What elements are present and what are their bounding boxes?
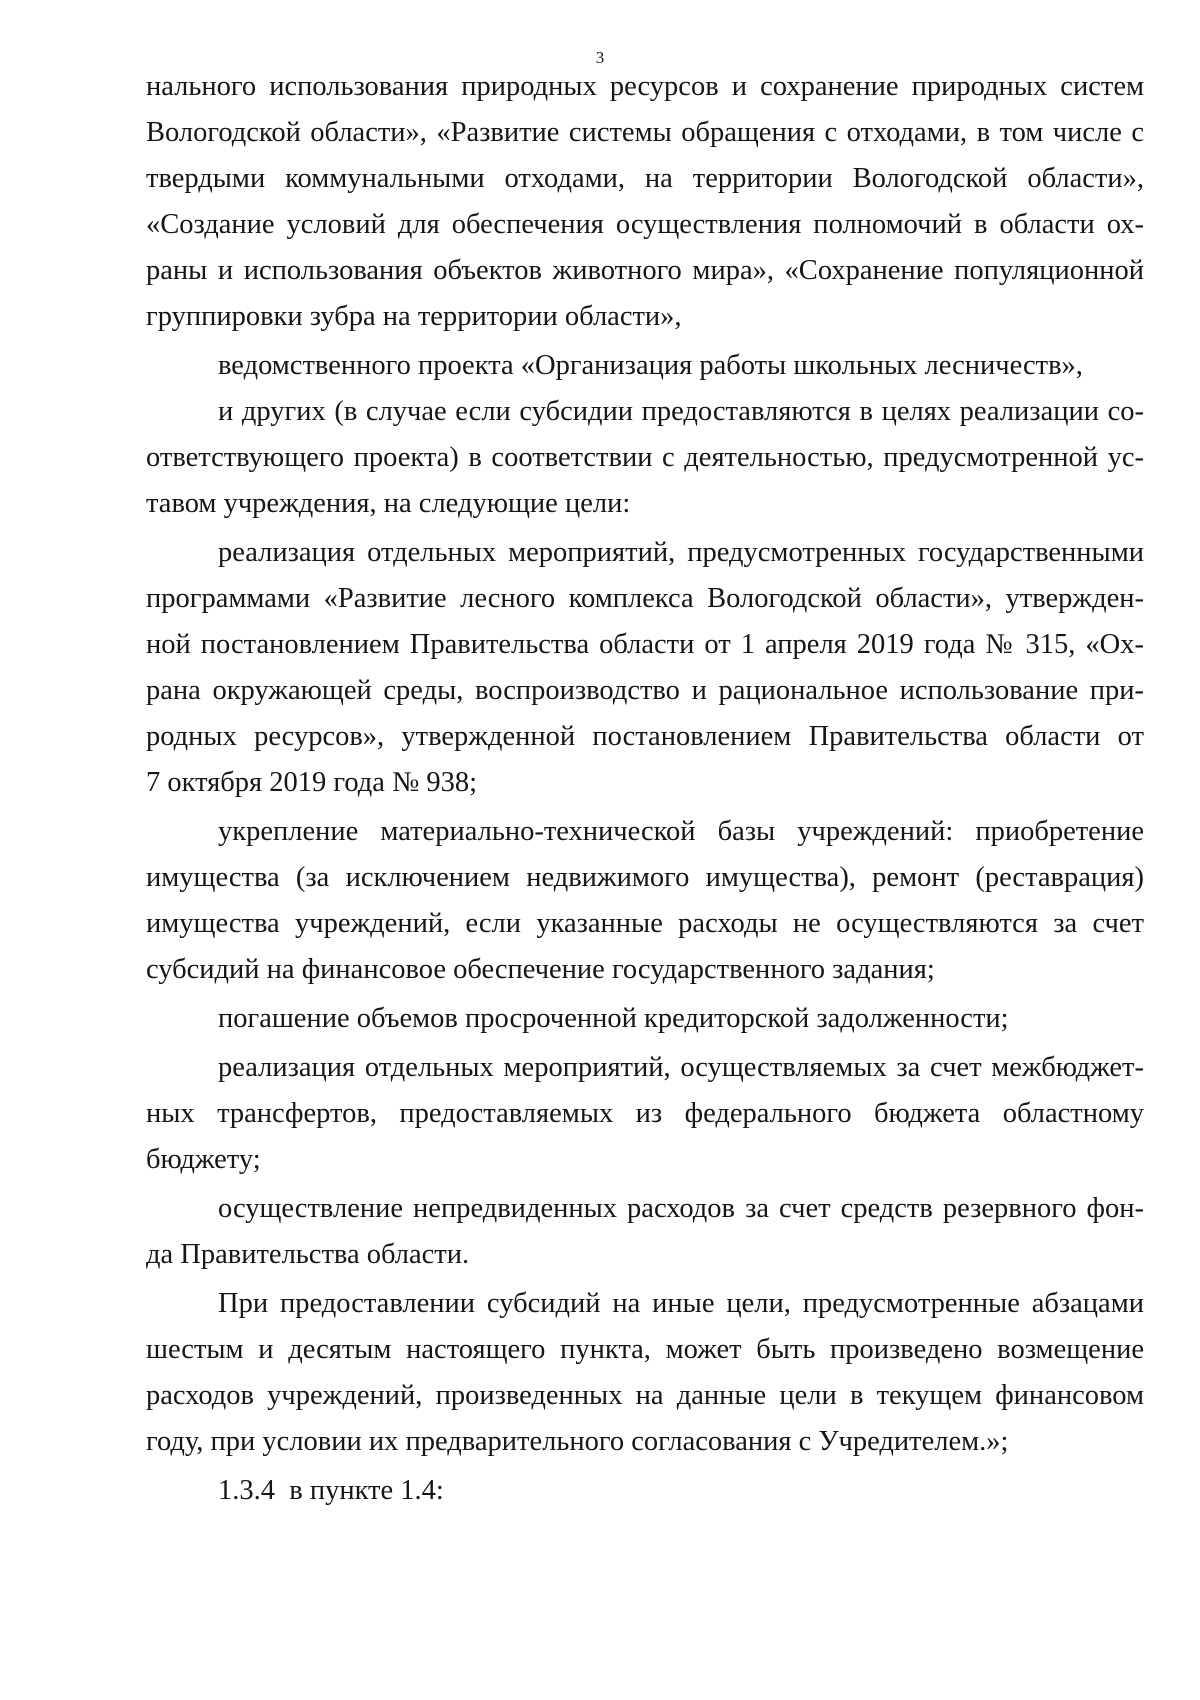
page-number: 3	[595, 48, 605, 67]
text-line: 7 октября 2019 года № 938;	[146, 767, 478, 798]
text-line: субсидий на финансовое обеспечение государственного задания;	[146, 954, 935, 985]
text-line: ответствующего проекта) в соответствии с деятельностью, предусмотренной ус-	[146, 442, 1144, 473]
text-line: и других (в случае если субсидии предоставляются в целях реализации со-	[218, 396, 1144, 427]
text-line: группировки зубра на территории области»,	[146, 301, 682, 332]
text-line: да Правительства области.	[146, 1239, 470, 1270]
text-line: осуществление непредвиденных расходов за счет средств резервного фон-	[218, 1193, 1144, 1224]
text-line: укрепление материально-технической базы учреждений: приобретение	[218, 816, 1144, 847]
text-line: нального использования природных ресурсов и сохранение природных систем	[146, 71, 1144, 102]
section-heading: 1.3.4 в пункте 1.4:	[218, 1475, 444, 1506]
text-line: ных трансфертов, предоставляемых из федерального бюджета областному	[146, 1098, 1144, 1129]
text-line: твердыми коммунальными отходами, на территории Вологодской области»,	[146, 163, 1144, 194]
text-line: родных ресурсов», утвержденной постановлением Правительства области от	[146, 721, 1144, 752]
text-line: бюджету;	[146, 1144, 261, 1175]
text-line: погашение объемов просроченной кредиторской задолженности;	[218, 1003, 1009, 1034]
text-line: расходов учреждений, произведенных на данные цели в текущем финансовом	[146, 1380, 1144, 1411]
text-line: Вологодской области», «Развитие системы обращения с отходами, в том числе с	[146, 117, 1144, 148]
text-line: рана окружающей среды, воспроизводство и рациональное использование при-	[146, 675, 1144, 706]
text-line: раны и использования объектов животного мира», «Сохранение популяционной	[146, 255, 1144, 286]
text-line: ведомственного проекта «Организация работы школьных лесничеств»,	[218, 350, 1083, 381]
text-line: «Создание условий для обеспечения осуществления полномочий в области ох-	[146, 209, 1144, 240]
text-line: программами «Развитие лесного комплекса Вологодской области», утвержден-	[146, 583, 1144, 614]
text-line: реализация отдельных мероприятий, предусмотренных государственными	[218, 537, 1144, 568]
text-line: реализация отдельных мероприятий, осуществляемых за счет межбюджет-	[218, 1052, 1144, 1083]
text-line: имущества учреждений, если указанные расходы не осуществляются за счет	[146, 908, 1144, 939]
text-line: тавом учреждения, на следующие цели:	[146, 488, 631, 519]
text-line: ной постановлением Правительства области от 1 апреля 2019 года № 315, «Ох-	[146, 629, 1144, 660]
text-line: году, при условии их предварительного согласования с Учредителем.»;	[146, 1426, 1009, 1457]
text-line: шестым и десятым настоящего пункта, может быть произведено возмещение	[146, 1334, 1144, 1365]
text-line: имущества (за исключением недвижимого имущества), ремонт (реставрация)	[146, 862, 1144, 893]
text-line: При предоставлении субсидий на иные цели, предусмотренные абзацами	[218, 1288, 1144, 1319]
